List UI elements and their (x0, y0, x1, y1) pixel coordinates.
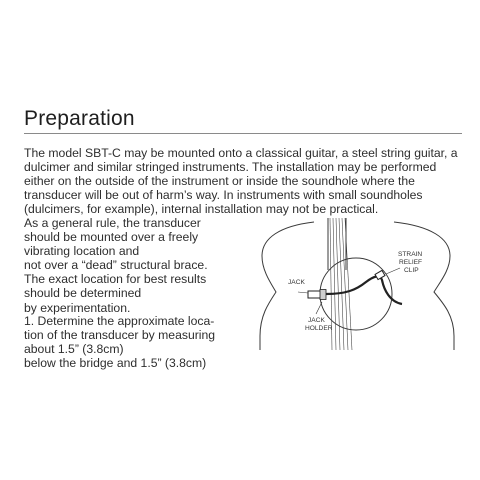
jack-holder-label: JACK (308, 317, 325, 324)
general-rule-line: vibrating location and (24, 244, 140, 259)
intro-paragraph: The model SBT-C may be mounted onto a classical guitar, a steel string guitar, a dulcimer and similar stringed instruments. The installation may be performed either on the outside of the instrument or inside the soundhole where the transducer will be out of harm’s way. In instruments with small soundholes (dulcimers, for example), internal installation may not be practical. (24, 146, 458, 217)
strain-relief-clip-label: RELIEF (399, 259, 423, 266)
strain-relief-leader-line (386, 268, 400, 274)
step-1-line: below the bridge and 1.5” (3.8cm) (24, 356, 207, 371)
cable (326, 276, 402, 304)
guitar-body-outline-right (394, 222, 454, 350)
page-title: Preparation (24, 107, 135, 130)
general-rule-line: As a general rule, the transducer (24, 216, 201, 230)
jack-assembly (308, 270, 402, 304)
step-1-line: 1. Determine the approximate loca- (24, 314, 215, 328)
general-rule-line: not over a “dead” structural brace. (24, 258, 208, 273)
step-1-line: tion of the transducer by measuring (24, 328, 216, 343)
strain-relief-clip-label: CLIP (404, 267, 419, 274)
general-rule-line: should be determined (24, 286, 142, 301)
guitar-installation-diagram (248, 218, 472, 350)
step-1-paragraph (24, 314, 229, 370)
general-rule-paragraph (24, 216, 229, 315)
guitar-string (336, 218, 340, 350)
general-rule-line: by experimentation. (24, 300, 131, 315)
strain-relief-clip-label: STRAIN (398, 251, 423, 258)
general-rule-line: should be mounted over a freely (24, 230, 199, 245)
general-rule-line: The exact location for best results (24, 272, 207, 287)
jack-leader-line (298, 292, 308, 293)
guitar-string (333, 218, 336, 350)
guitar-string (339, 218, 344, 350)
strain-relief-clip-icon (375, 270, 385, 279)
guitar-string (342, 218, 348, 350)
jack-label: JACK (288, 279, 305, 286)
guitar-string (345, 218, 352, 350)
jack-holder-icon (320, 290, 326, 300)
jack-holder-label: HOLDER (305, 325, 333, 332)
step-1-line: about 1.5” (3.8cm) (24, 342, 124, 357)
title-underline (24, 133, 462, 134)
jack-holder-leader-line (316, 302, 322, 314)
